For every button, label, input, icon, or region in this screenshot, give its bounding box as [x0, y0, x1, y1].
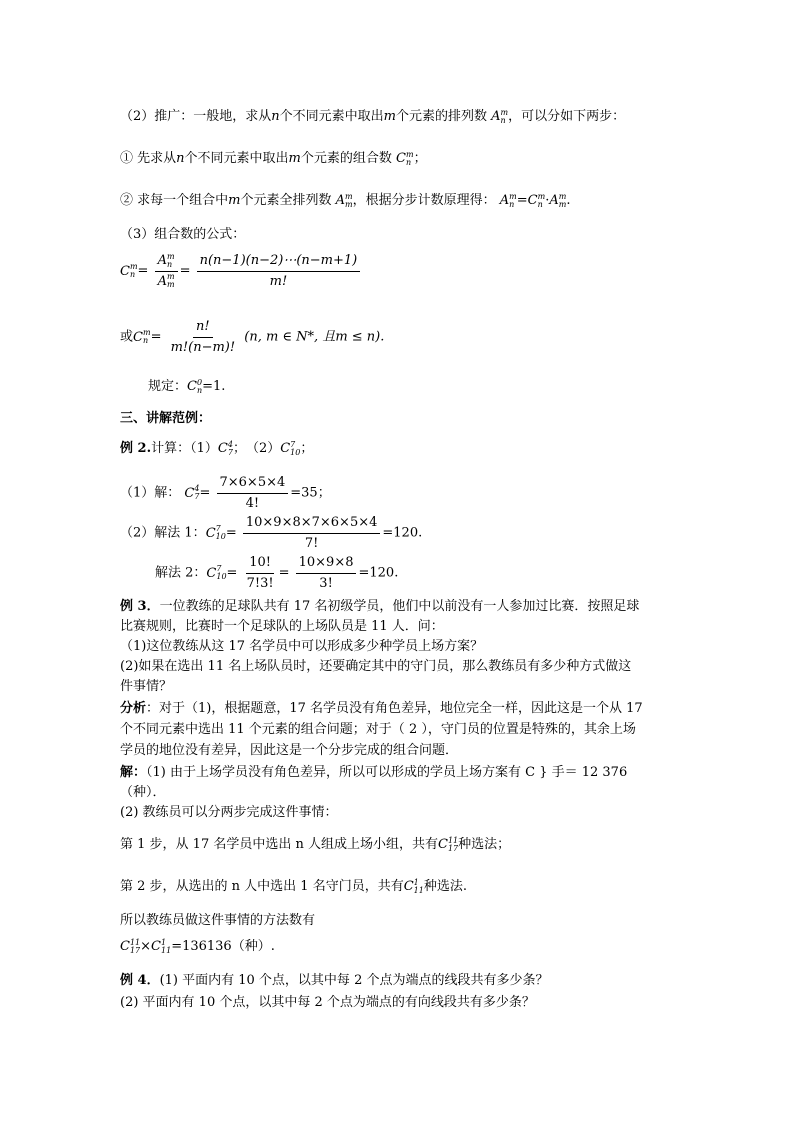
step-1-line: 第 1 步，从 17 名学员中选出 n 人组成上场小组，共有C 11 17 种选法；	[120, 835, 511, 853]
formula-combination-1: C m n = A m n A m m = $\frac{n(n-1)(n-2)\cdots(n-m+1)}{m!}$	[120, 252, 362, 290]
symbol-A-n-m: A m n	[491, 107, 509, 125]
step-two: ② 求每一个组合中m个元素全排列数 A m m ，根据分步计数原理得： A m n =C m n ·A m m .	[120, 191, 571, 209]
section-title: 三、讲解范例：	[120, 411, 212, 426]
convention: 规定：C 0 n =1.	[148, 377, 226, 395]
solution: 解：（1) 由于上场学员没有角色差异，所以可以形成的学员上场方案有 C } 手＝ 12 376	[120, 765, 628, 780]
symbol-C-n-m: C m n	[396, 149, 414, 167]
formula-heading: （3）组合数的公式：	[120, 227, 246, 242]
example-4: 例 4．(1) 平面内有 10 个点，以其中每 2 个点为端点的线段共有多少条？	[120, 973, 549, 988]
analysis: 分析：对于（1)，根据题意，17 名学员没有角色差异，地位完全一样，因此这是一个从 17	[120, 701, 643, 716]
step-2-line: 第 2 步，从选出的 n 人中选出 1 名守门员，共有C 1 11 种选法.	[120, 877, 467, 895]
example-2: 例 2.计算：（1）C 4 7 ； （2）C 7 10 ；	[120, 439, 314, 457]
formula-combination-2: 或C m n = $\frac{n!}{m!(n-m)!}$ (n, m ∈ N*, 且m ≤ n).	[120, 319, 385, 355]
example-3: 例 3．一位教练的足球队共有 17 名初级学员，他们中以前没有一人参加过比赛．按照足球	[120, 599, 640, 614]
solution-1: （1）解： C 4 7 = $\frac{7\times 6\times 5\times 4}{4!}$ =35；	[120, 475, 331, 511]
step-one: ① 先求从n个不同元素中取出m个元素的组合数 C m n ；	[120, 149, 427, 167]
paragraph-generalization: （2）推广：一般地，求从n个不同元素中取出m个元素的排列数 A m n ，可以分如下两步：	[120, 107, 626, 125]
solution-2-method-2: 解法 2：C 7 10 = $\frac{10!}{7!3!}$ = $\frac{10\times 9\times 8}{3!}$ =120.	[155, 555, 399, 591]
final-result: C 11 17 ×C 1 11 =136136（种）.	[120, 937, 275, 955]
solution-2-method-1: （2）解法 1：C 7 10 = $\frac{10\times 9\times 8\times 7\times 6\times 5\times 4}{7!}$ =120.	[120, 515, 423, 551]
